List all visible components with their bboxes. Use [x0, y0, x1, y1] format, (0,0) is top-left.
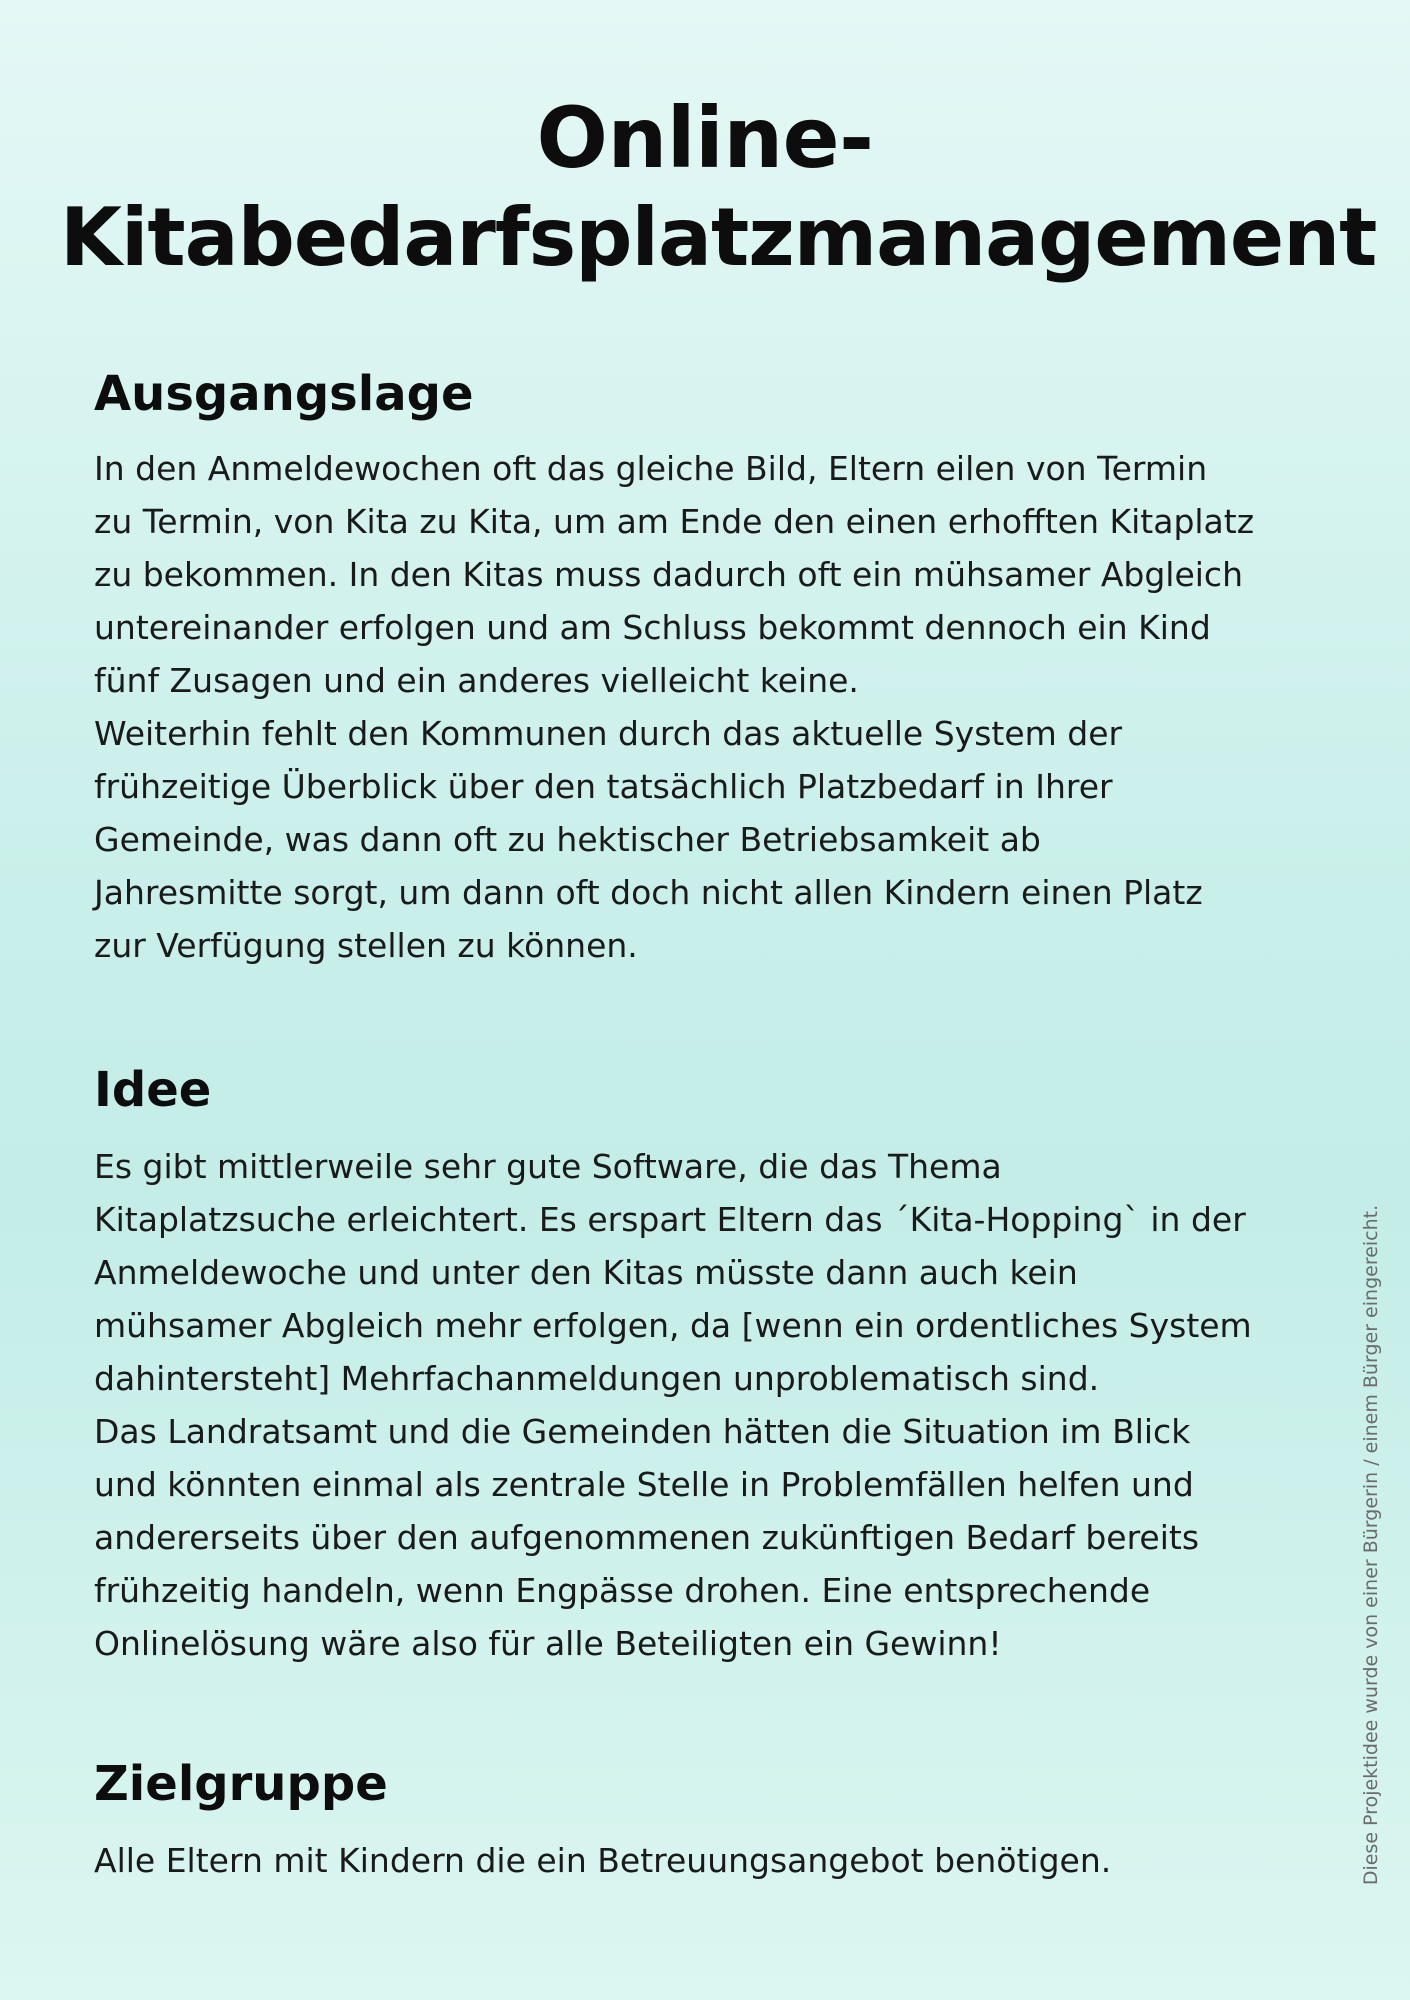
section-heading-zielgruppe: Zielgruppe — [94, 1756, 388, 1812]
section-idee — [94, 1060, 1344, 1670]
body-line: In den Anmeldewochen oft das gleiche Bild, Eltern eilen von Termin — [94, 449, 1208, 488]
section-heading-ausgangslage: Ausgangslage — [94, 366, 474, 422]
body-line: untereinander erfolgen und am Schluss bekommt dennoch ein Kind — [94, 608, 1211, 647]
body-line: frühzeitige Überblick über den tatsächlich Platzbedarf in Ihrer — [94, 767, 1113, 806]
body-line: Jahresmitte sorgt, um dann oft doch nicht allen Kindern einen Platz — [94, 873, 1203, 912]
body-line: frühzeitig handeln, wenn Engpässe drohen. Eine entsprechende — [94, 1571, 1151, 1610]
section-heading-idee: Idee — [94, 1062, 212, 1118]
page-title-line-1: Online- — [536, 89, 874, 187]
body-line: dahintersteht] Mehrfachanmeldungen unproblematisch sind. — [94, 1359, 1100, 1398]
body-line: Gemeinde, was dann oft zu hektischer Betriebsamkeit ab — [94, 820, 1041, 859]
section-zielgruppe — [94, 1754, 1344, 1887]
section-body-ausgangslage — [94, 442, 1344, 972]
section-body-idee — [94, 1140, 1344, 1670]
body-line: Weiterhin fehlt den Kommunen durch das aktuelle System der — [94, 714, 1123, 753]
body-line: Das Landratsamt und die Gemeinden hätten die Situation im Blick — [94, 1412, 1191, 1451]
body-line: zur Verfügung stellen zu können. — [94, 926, 638, 965]
page-title-line-2: Kitabedarfsplatzmanagement — [60, 191, 1377, 284]
body-line: zu Termin, von Kita zu Kita, um am Ende den einen erhofften Kitaplatz — [94, 502, 1255, 541]
body-line: zu bekommen. In den Kitas muss dadurch oft ein mühsamer Abgleich — [94, 555, 1243, 594]
section-ausgangslage — [94, 364, 1344, 972]
body-line: Kitaplatzsuche erleichtert. Es erspart Eltern das ´Kita-Hopping` in der — [94, 1200, 1246, 1239]
body-line: fünf Zusagen und ein anderes vielleicht keine. — [94, 661, 859, 700]
body-line: andererseits über den aufgenommenen zukünftigen Bedarf bereits — [94, 1518, 1200, 1557]
body-line: Alle Eltern mit Kindern die ein Betreuungsangebot benötigen. — [94, 1841, 1112, 1880]
body-line: Onlinelösung wäre also für alle Beteiligten ein Gewinn! — [94, 1624, 1002, 1663]
section-body-zielgruppe — [94, 1834, 1344, 1887]
vertical-side-note: Diese Projektidee wurde von einer Bürgerin / einem Bürger eingereicht. — [1360, 1204, 1382, 1886]
body-line: und könnten einmal als zentrale Stelle in Problemfällen helfen und — [94, 1465, 1194, 1504]
page-title — [60, 88, 1377, 288]
body-line: mühsamer Abgleich mehr erfolgen, da [wenn ein ordentliches System — [94, 1306, 1252, 1345]
body-line: Es gibt mittlerweile sehr gute Software, die das Thema — [94, 1147, 1002, 1186]
body-line: Anmeldewoche und unter den Kitas müsste dann auch kein — [94, 1253, 1078, 1292]
